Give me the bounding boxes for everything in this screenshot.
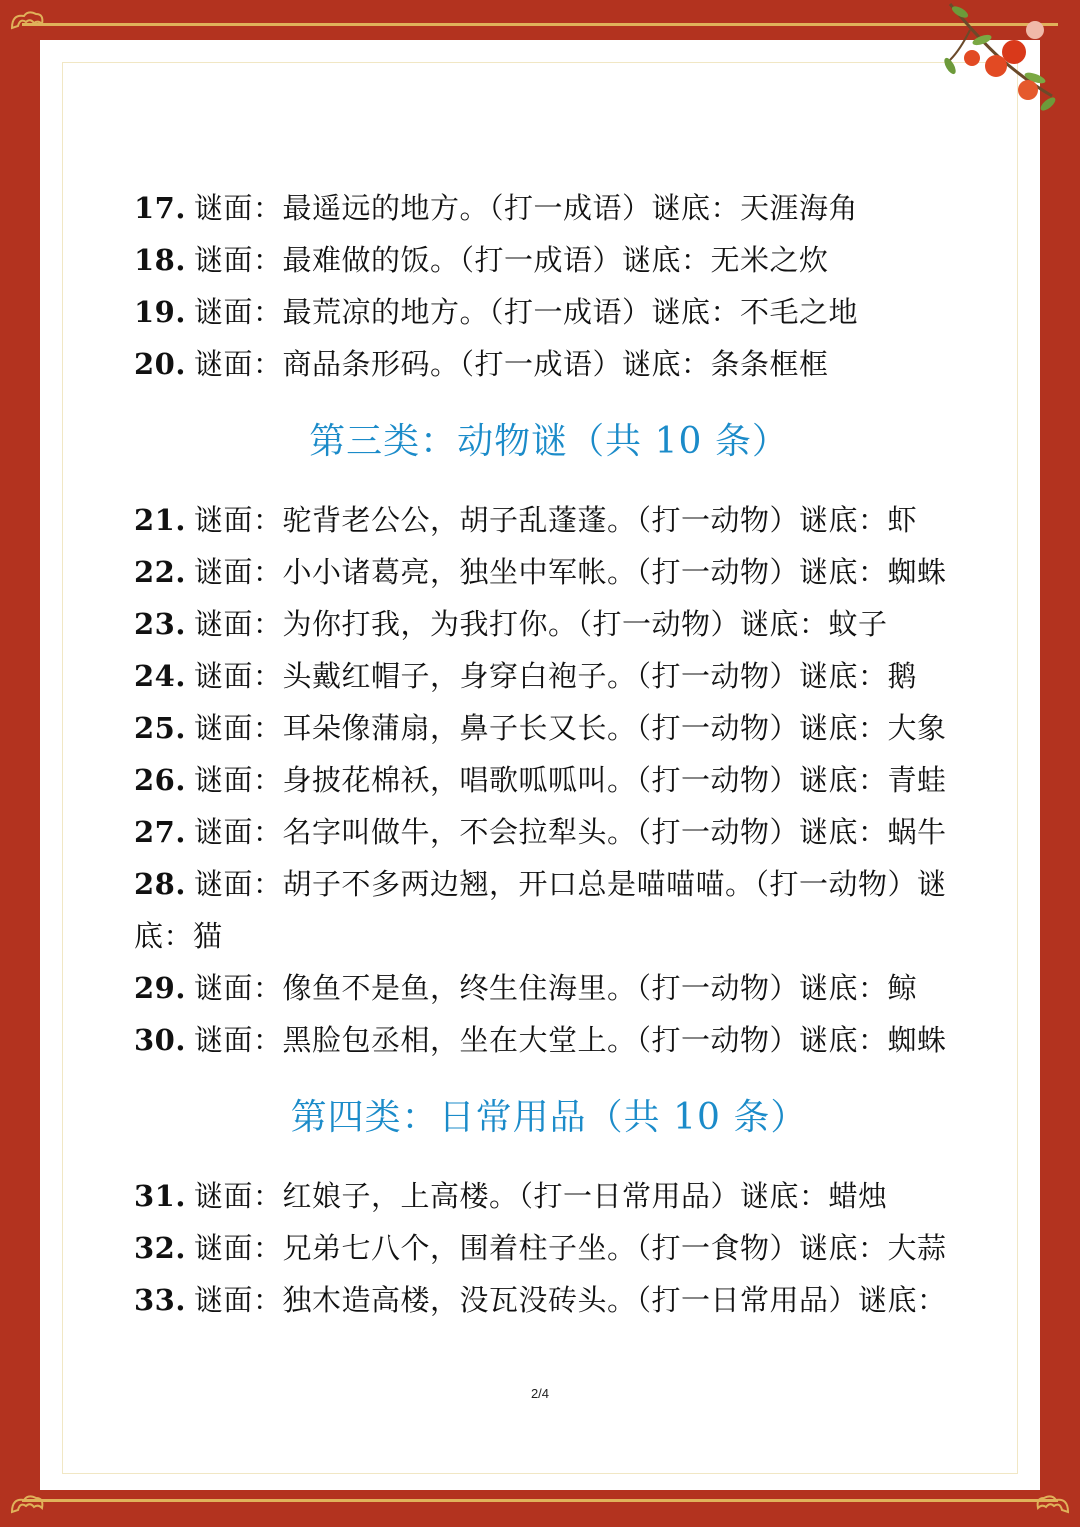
riddle-text: 谜面：最遥远的地方。（打一成语）谜底：天涯海角 [194, 191, 859, 225]
riddle-line [134, 182, 964, 234]
riddle-line [134, 1170, 964, 1222]
cloud-ornament-icon [1032, 1492, 1072, 1518]
riddle-number: 23. [134, 607, 186, 641]
gold-line-bottom [22, 1499, 1058, 1502]
riddle-text: 底：猫 [134, 919, 223, 953]
riddle-number: 24. [134, 659, 186, 693]
persimmon-branch-icon [930, 0, 1060, 118]
riddle-text: 谜面：商品条形码。（打一成语）谜底：条条框框 [194, 347, 829, 381]
riddle-content [134, 182, 964, 1326]
cloud-ornament-icon [8, 1492, 48, 1518]
riddle-text: 谜面：红娘子，上高楼。（打一日常用品）谜底：蜡烛 [194, 1179, 888, 1213]
riddle-number: 27. [134, 815, 186, 849]
riddle-line [134, 962, 964, 1014]
riddle-group-animals [134, 494, 964, 1066]
riddle-text: 谜面：身披花棉袄，唱歌呱呱叫。（打一动物）谜底：青蛙 [194, 763, 947, 797]
riddle-number: 30. [134, 1023, 186, 1057]
riddle-line [134, 1014, 964, 1066]
riddle-number: 22. [134, 555, 186, 589]
cloud-ornament-icon [8, 8, 48, 34]
riddle-text: 谜面：最难做的饭。（打一成语）谜底：无米之炊 [194, 243, 829, 277]
riddle-text: 谜面：驼背老公公，胡子乱蓬蓬。（打一动物）谜底：虾 [194, 503, 918, 537]
riddle-text: 谜面：名字叫做牛，不会拉犁头。（打一动物）谜底：蜗牛 [194, 815, 947, 849]
riddle-line [134, 754, 964, 806]
riddle-text: 谜面：最荒凉的地方。（打一成语）谜底：不毛之地 [194, 295, 859, 329]
riddle-group-daily-items [134, 1170, 964, 1326]
riddle-line [134, 1222, 964, 1274]
riddle-line [134, 494, 964, 546]
riddle-text: 谜面：头戴红帽子，身穿白袍子。（打一动物）谜底：鹅 [194, 659, 918, 693]
riddle-number: 25. [134, 711, 186, 745]
riddle-text: 谜面：黑脸包丞相，坐在大堂上。（打一动物）谜底：蜘蛛 [194, 1023, 947, 1057]
riddle-text: 谜面：胡子不多两边翘，开口总是喵喵喵。（打一动物）谜 [194, 867, 947, 901]
riddle-line [134, 234, 964, 286]
riddle-number: 18. [134, 243, 186, 277]
riddle-number: 29. [134, 971, 186, 1005]
riddle-line [134, 650, 964, 702]
riddle-text: 谜面：小小诸葛亮，独坐中军帐。（打一动物）谜底：蜘蛛 [194, 555, 947, 589]
riddle-group-idioms [134, 182, 964, 390]
riddle-line [134, 858, 964, 910]
section-heading-daily-items: 第四类：日常用品（共 10 条） [290, 1097, 808, 1138]
gold-line-top [22, 23, 1058, 26]
riddle-line [134, 910, 964, 962]
riddle-line [134, 806, 964, 858]
riddle-number: 19. [134, 295, 186, 329]
riddle-text: 谜面：独木造高楼，没瓦没砖头。（打一日常用品）谜底： [194, 1283, 947, 1317]
riddle-number: 21. [134, 503, 186, 537]
riddle-text: 谜面：耳朵像蒲扇，鼻子长又长。（打一动物）谜底：大象 [194, 711, 947, 745]
riddle-line [134, 286, 964, 338]
riddle-line [134, 546, 964, 598]
riddle-text: 谜面：兄弟七八个，围着柱子坐。（打一食物）谜底：大蒜 [194, 1231, 947, 1265]
riddle-number: 20. [134, 347, 186, 381]
riddle-line [134, 338, 964, 390]
riddle-line [134, 1274, 964, 1326]
riddle-number: 33. [134, 1283, 186, 1317]
riddle-text: 谜面：为你打我，为我打你。（打一动物）谜底：蚊子 [194, 607, 888, 641]
riddle-line [134, 702, 964, 754]
riddle-number: 32. [134, 1231, 186, 1265]
riddle-number: 28. [134, 867, 186, 901]
section-heading-animals: 第三类：动物谜（共 10 条） [309, 421, 789, 462]
riddle-number: 26. [134, 763, 186, 797]
riddle-number: 31. [134, 1179, 186, 1213]
riddle-text: 谜面：像鱼不是鱼，终生住海里。（打一动物）谜底：鲸 [194, 971, 918, 1005]
page-number: 2/4 [530, 1386, 550, 1401]
riddle-number: 17. [134, 191, 186, 225]
riddle-line [134, 598, 964, 650]
